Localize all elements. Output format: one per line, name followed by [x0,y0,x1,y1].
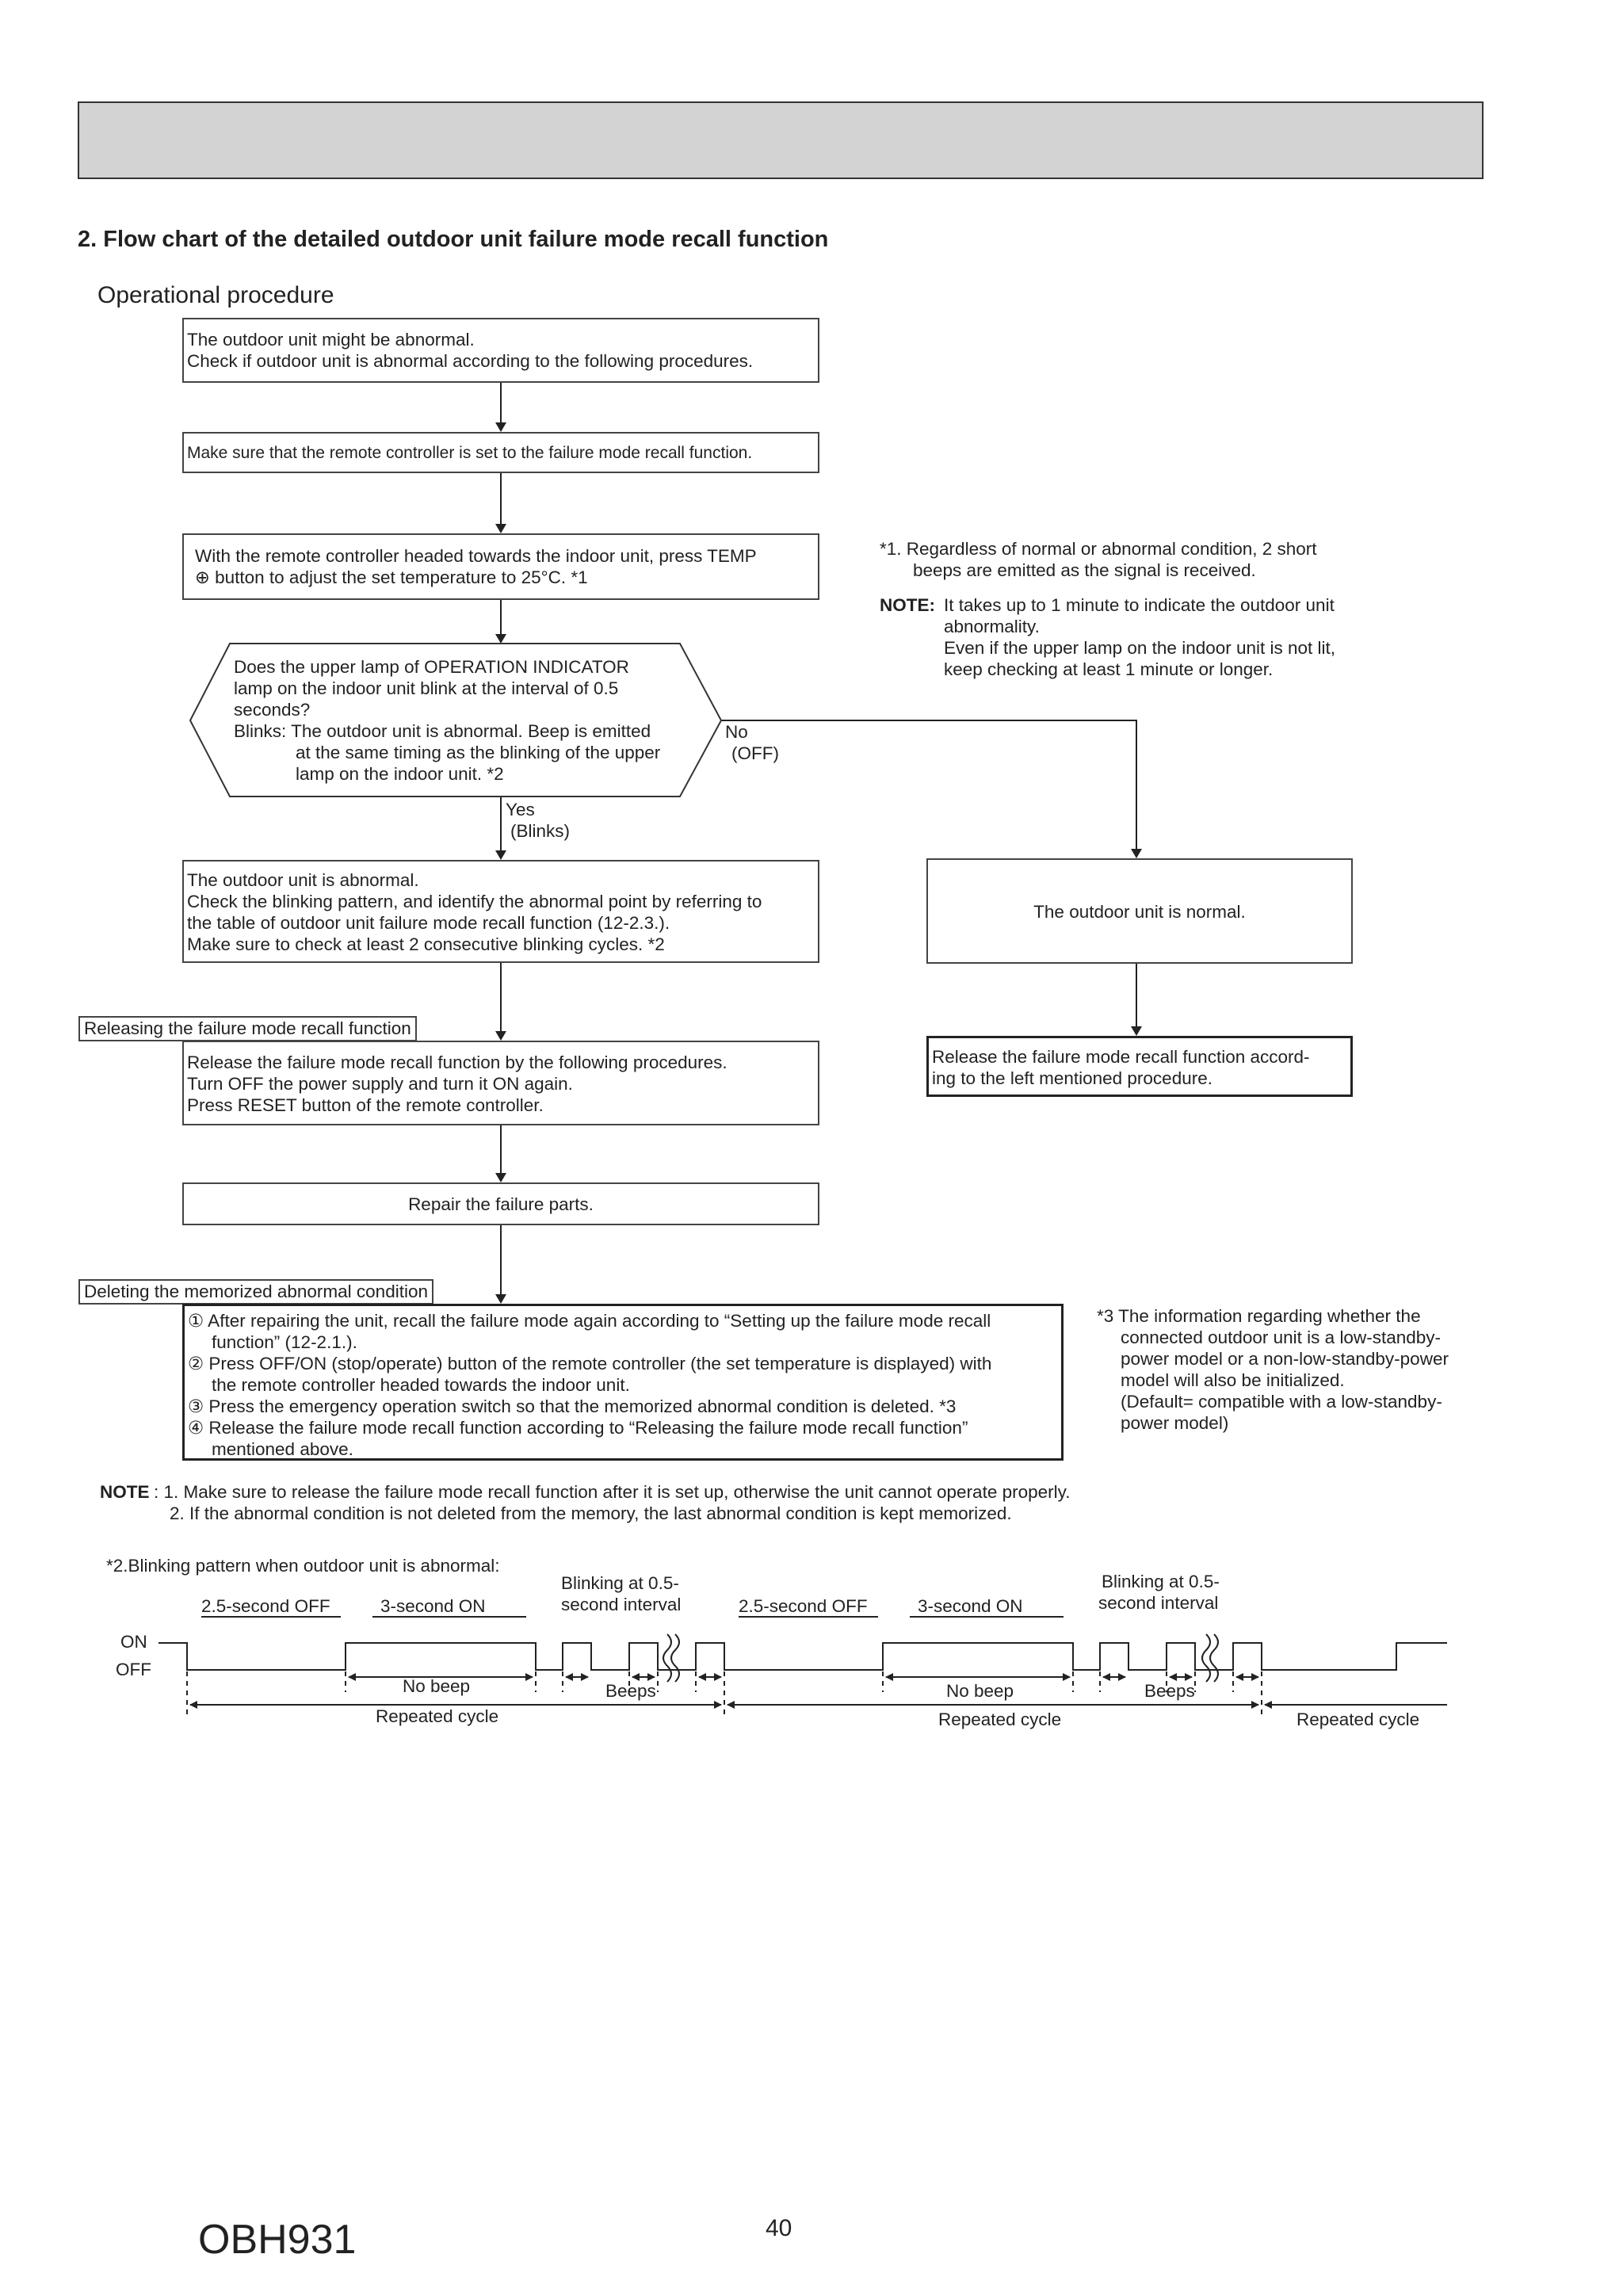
release-line-1: Release the failure mode recall function by the following procedures. [187,1052,727,1072]
repair-box [182,1182,819,1225]
delete-step-4-cont: mentioned above. [212,1439,353,1459]
abnormal-line-4: Make sure to check at least 2 consecutive blinking cycles. *2 [187,934,665,954]
note-star3-line-4: model will also be initialized. [1121,1370,1345,1390]
timing-waveform [158,1643,1447,1670]
abnormal-line-1: The outdoor unit is abnormal. [187,870,419,890]
note-star1 [880,538,1317,581]
bottom-note-line-1: : 1. Make sure to release the failure mode recall function after it is set up, otherwise the unit cannot operate properly. [154,1482,1071,1502]
note-star1-line-1: *1. Regardless of normal or abnormal condition, 2 short [880,539,1317,559]
bottom-note-line-2: 2. If the abnormal condition is not deleted from the memory, the last abnormal condition is kept memorized. [170,1503,1012,1523]
note-right-line-4: keep checking at least 1 minute or longer. [944,659,1274,679]
note-star3-line-5: (Default= compatible with a low-standby- [1121,1392,1442,1412]
yes-sub-label: (Blinks) [510,821,571,841]
decision-line-5: at the same timing as the blinking of the upper [296,743,661,762]
note-right-line-3: Even if the upper lamp on the indoor unit is not lit, [944,638,1336,658]
off-period-label-2: 2.5-second OFF [739,1596,868,1616]
repair-text: Repair the failure parts. [408,1194,594,1214]
bottom-note-label: NOTE [100,1482,150,1502]
blinking-label-2-line-1: Blinking at 0.5- [1102,1572,1220,1591]
note-star3-line-3: power model or a non-low-standby-power [1121,1349,1449,1369]
timing-off-label: OFF [116,1660,151,1679]
delete-steps [188,1310,991,1460]
start-line-1: The outdoor unit might be abnormal. [187,330,475,350]
press-temp-line-1: With the remote controller headed towards the indoor unit, press TEMP [195,546,757,566]
section-title: 2. Flow chart of the detailed outdoor unit failure mode recall function [78,227,829,252]
beeps-label-1: Beeps [605,1681,656,1701]
decision-text [234,656,660,785]
decision-line-3: seconds? [234,700,311,720]
decision-line-2: lamp on the indoor unit blink at the interval of 0.5 [234,678,619,698]
release-right-line-1: Release the failure mode recall function accord- [932,1047,1310,1067]
on-period-label-1: 3-second ON [380,1596,486,1616]
note-star3-line-2: connected outdoor unit is a low-standby- [1121,1328,1441,1347]
subtitle: Operational procedure [97,282,334,308]
normal-box [926,858,1353,964]
no-sub-label: (OFF) [731,743,779,763]
no-label: No [725,722,748,742]
release-right-box [926,1036,1353,1097]
yes-label: Yes [506,800,535,819]
abnormal-line-2: Check the blinking pattern, and identify the abnormal point by referring to [187,892,762,911]
doc-code: OBH931 [198,2217,357,2263]
note-label: NOTE: [880,595,935,615]
delete-step-3: ③ Press the emergency operation switch so that the memorized abnormal condition is deleted. *3 [188,1396,957,1416]
timing-on-label: ON [120,1632,147,1652]
note-right-line-1: It takes up to 1 minute to indicate the outdoor unit [944,595,1335,615]
timing-caption: *2.Blinking pattern when outdoor unit is abnormal: [106,1556,500,1576]
timing-guides [187,1652,1262,1718]
normal-text: The outdoor unit is normal. [1033,902,1246,922]
note-star1-line-2: beeps are emitted as the signal is received. [913,560,1256,580]
repeated-cycle-label-1: Repeated cycle [376,1706,499,1726]
delete-box [182,1304,1064,1461]
deleting-label: Deleting the memorized abnormal condition [78,1279,433,1305]
delete-step-2-cont: the remote controller headed towards the indoor unit. [212,1375,630,1395]
note-star3-line-6: power model) [1121,1413,1229,1433]
abnormal-box [182,860,819,963]
repeated-cycle-label-2: Repeated cycle [938,1710,1062,1729]
release-line-3: Press RESET button of the remote controller. [187,1095,544,1115]
set-mode-box [182,432,819,473]
press-temp-box [182,533,819,600]
releasing-label: Releasing the failure mode recall function [78,1016,417,1041]
release-box [182,1041,819,1125]
start-line-2: Check if outdoor unit is abnormal according to the following procedures. [187,351,754,371]
delete-step-1-cont: function” (12-2.1.). [212,1332,357,1352]
delete-step-1: ① After repairing the unit, recall the failure mode again according to “Setting up the failure mode recall [188,1311,991,1331]
no-beep-label-2: No beep [946,1681,1014,1701]
blinking-label-1-line-2: second interval [561,1595,682,1614]
page-number: 40 [766,2215,792,2241]
off-period-label-1: 2.5-second OFF [201,1596,330,1616]
delete-step-2: ② Press OFF/ON (stop/operate) button of the remote controller (the set temperature is displayed) with [188,1354,992,1373]
release-line-2: Turn OFF the power supply and turn it ON again. [187,1074,573,1094]
beeps-label-2: Beeps [1144,1681,1195,1701]
repeated-cycle-label-3: Repeated cycle [1296,1710,1420,1729]
press-temp-line-2: ⊕ button to adjust the set temperature to 25°C. *1 [195,567,588,587]
note-star3-line-1: *3 The information regarding whether the [1097,1306,1421,1326]
note-right-text [944,594,1335,680]
arrow-no [718,720,1136,857]
set-mode-text: Make sure that the remote controller is set to the failure mode recall function. [187,444,753,462]
decision-line-1: Does the upper lamp of OPERATION INDICATOR [234,657,629,677]
break-marks [663,1634,1218,1682]
blinking-label-2-line-2: second interval [1098,1593,1219,1613]
decision-line-6: lamp on the indoor unit. *2 [296,764,504,784]
on-period-label-2: 3-second ON [918,1596,1023,1616]
release-right-line-2: ing to the left mentioned procedure. [932,1068,1212,1088]
no-beep-label-1: No beep [403,1676,471,1696]
blinking-label-1-line-1: Blinking at 0.5- [561,1573,679,1593]
decision-line-4: Blinks: The outdoor unit is abnormal. Beep is emitted [234,721,651,741]
note-right-line-2: abnormality. [944,617,1040,636]
delete-step-4: ④ Release the failure mode recall function according to “Releasing the failure mode recall function” [188,1418,968,1438]
abnormal-line-3: the table of outdoor unit failure mode recall function (12-2.3.). [187,913,670,933]
timing-arrows [190,1677,1447,1705]
start-box [182,318,819,383]
note-star3 [1097,1305,1449,1434]
